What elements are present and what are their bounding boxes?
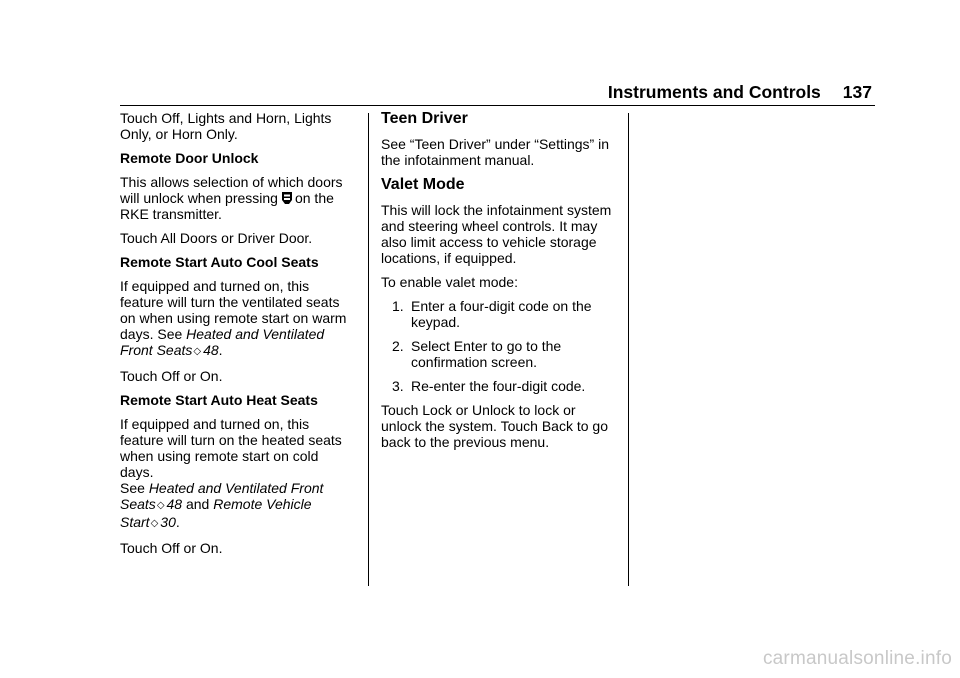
page-ref-icon: ◇ [193, 346, 202, 357]
watermark: carmanualsonline.info [762, 648, 952, 669]
link-heated-ventilated-seats-2[interactable]: Heated and Ventilated Front Seats [120, 480, 324, 512]
page-ref-number[interactable]: 30 [160, 514, 176, 530]
valet-steps-list [381, 298, 616, 394]
paragraph-heat-seats: If equipped and turned on, this feature will turn on the heated seats when using remote start on cold days. [120, 416, 342, 480]
heading-auto-heat-seats: Remote Start Auto Heat Seats [120, 392, 318, 408]
page-header [608, 82, 872, 103]
paragraph-heat-seats-refs: See Heated and Ventilated Front Seats◇ 48 and Remote Vehicle Start◇ 30. [120, 480, 324, 530]
list-item: 2. Select Enter to go to the confirmation screen. [392, 338, 562, 370]
column-middle [381, 110, 616, 458]
paragraph-enable-valet: To enable valet mode: [381, 274, 518, 290]
paragraph-teen-driver: See “Teen Driver” under “Settings” in the infotainment manual. [381, 136, 609, 168]
page-ref-number[interactable]: 48 [203, 342, 219, 358]
paragraph-door-options: Touch All Doors or Driver Door. [120, 230, 313, 246]
paragraph-remote-door: This allows selection of which doors will unlock when pressing on the RKE transmitter. [120, 174, 343, 222]
header-rule [120, 105, 875, 106]
page-ref-number[interactable]: 48 [166, 496, 183, 512]
page-ref-icon: ◇ [150, 518, 159, 529]
section-title: Instruments and Controls [607, 82, 821, 102]
list-item: 1. Enter a four-digit code on the keypad. [392, 298, 592, 330]
column-divider-left [368, 113, 369, 586]
paragraph-valet-description: This will lock the infotainment system and steering wheel controls. It may also limit access to vehicle storage locations, if equipped. [381, 202, 612, 266]
key-fob-icon [281, 191, 293, 205]
page-ref-icon: ◇ [156, 500, 165, 511]
paragraph-cool-seats: If equipped and turned on, this feature will turn the ventilated seats on when using remote start on warm days. See Heated and Ventilated Front Seats◇ 48. [120, 278, 347, 358]
column-left [120, 110, 355, 564]
heading-auto-cool-seats: Remote Start Auto Cool Seats [120, 254, 319, 270]
heading-remote-door-unlock: Remote Door Unlock [120, 150, 259, 166]
page-number: 137 [842, 82, 872, 102]
paragraph-lock-unlock: Touch Lock or Unlock to lock or unlock the system. Touch Back to go back to the previous menu. [381, 402, 608, 450]
paragraph-touch-options: Touch Off, Lights and Horn, Lights Only, or Horn Only. [120, 110, 332, 142]
heading-valet-mode: Valet Mode [381, 176, 465, 193]
link-heated-ventilated-seats[interactable]: Heated and Ventilated Front Seats [120, 326, 325, 358]
list-item: 3. Re-enter the four-digit code. [392, 378, 586, 394]
paragraph-cool-seats-options: Touch Off or On. [120, 368, 223, 384]
column-divider-right [628, 113, 629, 586]
link-remote-vehicle-start[interactable]: Remote Vehicle Start [120, 496, 312, 530]
heading-teen-driver: Teen Driver [381, 110, 468, 127]
paragraph-heat-seats-options: Touch Off or On. [120, 540, 223, 556]
